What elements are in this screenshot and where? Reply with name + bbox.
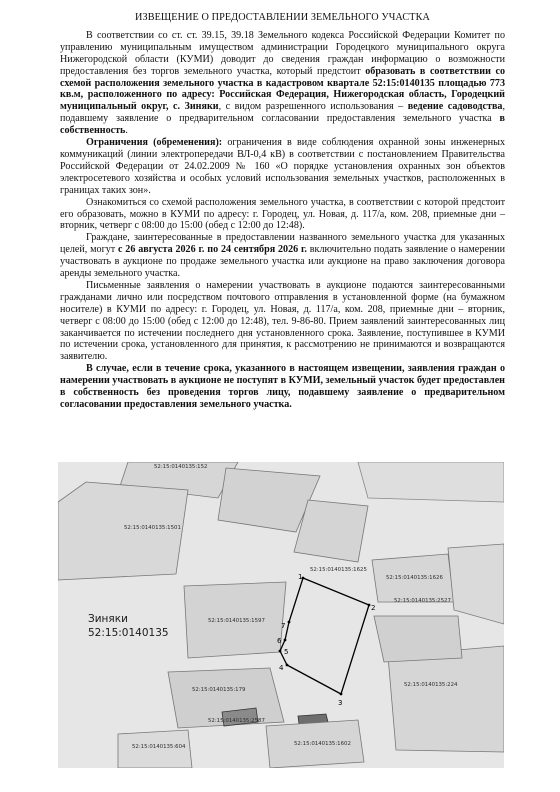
final-condition-text: В случае, если в течение срока, указанного в настоящем извещении, заявления граждан о намерении участвовать в аукционе не поступят в КУМИ, земельный участок будет предоставлен в собственность без проведения торгов лицу, подавшему заявление о предварительном согласовании предоставления земельного участка. xyxy=(60,363,505,410)
vertex-label-4: 4 xyxy=(279,664,284,672)
label-parcel-224: 52:15:0140135:224 xyxy=(404,682,458,688)
p1-text-a: В соответствии со ст. ст. 39.15, 39.18 Земельного кодекса Российской Федерации Комитет по управлению муниципальным имуществом администрации Городецкого муниципального округа Нижегородской области (КУМИ) доводит до сведения граждан информацию о возможности предоставления без торгов земельного участка, который предстоит xyxy=(60,29,505,77)
p1-text-e: , подавшему заявление о предварительном согласовании предоставления земельного участка xyxy=(60,101,506,125)
label-parcel-1602: 52:15:0140135:1602 xyxy=(294,741,351,747)
parcel-224 xyxy=(388,646,504,752)
paragraph-final-condition xyxy=(60,363,505,411)
vertex-label-6: 6 xyxy=(277,637,282,645)
vertex-6-dot xyxy=(284,639,287,642)
vertex-label-7: 7 xyxy=(281,622,286,630)
parcel-1625 xyxy=(294,500,368,562)
label-parcel-179: 52:15:0140135:179 xyxy=(192,687,246,693)
vertex-7-dot xyxy=(288,621,291,624)
label-parcel-2527: 52:15:0140135:2527 xyxy=(394,598,451,604)
map-svg xyxy=(58,462,504,768)
p4-text-c: включительно подать заявление о намерении участвовать в аукционе по продаже земельного участка или аукционе на право заключения договора аренды земельного участка. xyxy=(60,244,505,280)
parcel-right-middle xyxy=(374,616,462,662)
paragraph-review-scheme: Ознакомиться со схемой расположения земельного участка, в соответствии с которой предстоит его образовать, можно в КУМИ по адресу: г. Городец, ул. Новая, д. 117/а, ком. 208, приемные дни – вторник, четверг с 08:00 до 15:00 (обед с 12:00 до 12:48). xyxy=(60,196,505,232)
quarter-label: 52:15:0140135 xyxy=(88,627,169,639)
parcel-top-right xyxy=(358,462,504,502)
label-parcel-152: 52:15:0140135:152 xyxy=(154,464,208,470)
paragraph-written-applications: Письменные заявления о намерении участвовать в аукционе подаются заинтересованными гражданами лично или посредством почтового отправления в установленной форме (на бумажном носителе) в КУМИ по адресу: г. Городец, ул. Новая, д. 117/а, ком. 208, приемные дни – вторник, четверг с 08:00 до 15:00 (обед с 12:00 до 12:48), тел. 9-86-80. Прием заявлений заинтересованных лиц заканчивается по истечении последнего дня установленного срока. Заявление, поступившее в КУМИ по истечении срока, установленного для принятия, к рассмотрению не принимаются и возвращаются заявителю. xyxy=(60,279,505,363)
vertex-4-dot xyxy=(286,664,289,667)
restrictions-heading: Ограничения (обременения): xyxy=(86,137,223,149)
paragraph-restrictions xyxy=(60,137,505,197)
p1-text-c: , с видом разрешенного использования – xyxy=(218,101,408,113)
vertex-label-3: 3 xyxy=(338,699,343,707)
label-parcel-1626: 52:15:0140135:1626 xyxy=(386,575,443,581)
vertex-label-5: 5 xyxy=(284,648,289,656)
locality-label: Зиняки xyxy=(88,613,128,625)
application-dates: с 26 августа 2026 г. по 24 сентября 2026 г. xyxy=(118,244,307,256)
parcel-scheme-map xyxy=(58,462,504,768)
vertex-label-1: 1 xyxy=(298,573,303,581)
p1-permitted-use: ведение садоводства xyxy=(407,101,503,113)
paragraph-basis xyxy=(60,30,505,137)
label-parcel-2587: 52:15:0140135:2587 xyxy=(208,718,265,724)
parcel-1501 xyxy=(58,482,188,580)
p1-ownership: в собственность xyxy=(60,113,505,137)
label-parcel-604: 52:15:0140135:604 xyxy=(132,744,186,750)
p1-text-g: . xyxy=(125,125,128,137)
label-parcel-1501: 52:15:0140135:1501 xyxy=(124,525,181,531)
notice-text xyxy=(60,10,505,411)
notice-title: ИЗВЕЩЕНИЕ О ПРЕДОСТАВЛЕНИИ ЗЕМЕЛЬНОГО УЧАСТКА xyxy=(135,12,430,23)
p4-text-a: Граждане, заинтересованные в предоставлении названного земельного участка для указанных целей, могут xyxy=(60,232,505,256)
label-parcel-1625: 52:15:0140135:1625 xyxy=(310,567,367,573)
vertex-3-dot xyxy=(340,693,343,696)
label-parcel-1597: 52:15:0140135:1597 xyxy=(208,618,265,624)
paragraph-application-period xyxy=(60,232,505,280)
restrictions-text: ограничения в виде соблюдения охранной зоны инженерных коммуникаций (линии электропередачи ВЛ-0,4 кВ) в соответствии с постановлением Правительства Российской Федерации от 24.02.2009 № 160 «О порядке установления охранных зон объектов электросетевого хозяйства и особых условий использования земельных участков, расположенных в границах таких зон». xyxy=(60,137,505,196)
vertex-5-dot xyxy=(279,650,282,653)
p1-parcel-description: образовать в соответствии со схемой расположения земельного участка в кадастровом квартале 52:15:0140135 площадью 773 кв.м, расположенного по адресу: Российская Федерация, Нижегородская область, Городецкий муниципальный округ, с. Зиняки xyxy=(60,65,506,113)
vertex-label-2: 2 xyxy=(371,604,376,612)
vertex-2-dot xyxy=(368,604,371,607)
